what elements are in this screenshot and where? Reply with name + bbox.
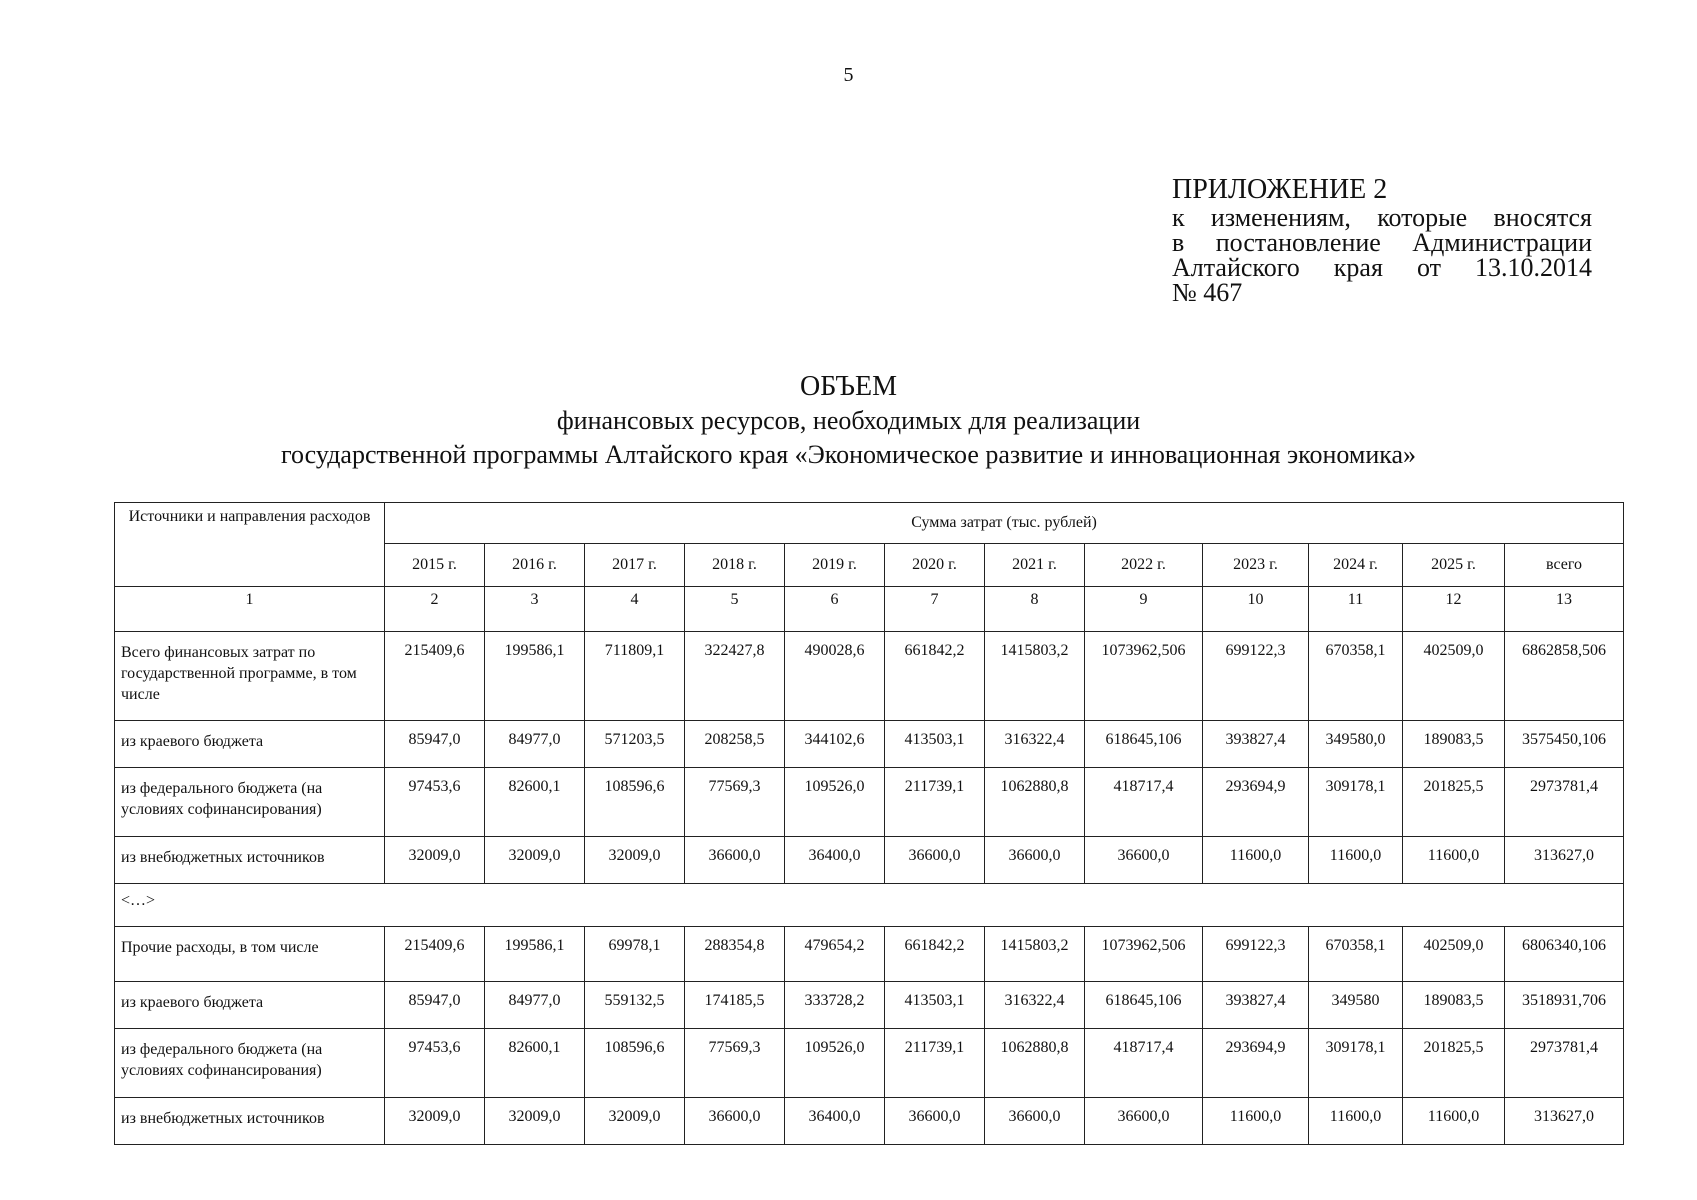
table-row bbox=[115, 837, 1624, 884]
value-cell: 97453,6 bbox=[385, 768, 485, 837]
annex-block bbox=[1172, 175, 1592, 305]
value-cell: 322427,8 bbox=[685, 632, 785, 721]
value-cell: 36600,0 bbox=[985, 1098, 1085, 1145]
value-cell: 109526,0 bbox=[785, 1029, 885, 1098]
value-cell: 418717,4 bbox=[1085, 768, 1203, 837]
value-cell: 6806340,106 bbox=[1505, 927, 1624, 982]
header-source: Источники и направления расходов bbox=[115, 503, 385, 587]
value-cell: 309178,1 bbox=[1309, 768, 1403, 837]
value-cell: 85947,0 bbox=[385, 982, 485, 1029]
header-year: 2025 г. bbox=[1403, 544, 1505, 587]
value-cell: 85947,0 bbox=[385, 721, 485, 768]
value-cell: 36600,0 bbox=[685, 837, 785, 884]
value-cell: 189083,5 bbox=[1403, 982, 1505, 1029]
value-cell: 393827,4 bbox=[1203, 721, 1309, 768]
value-cell: 2973781,4 bbox=[1505, 768, 1624, 837]
value-cell: 32009,0 bbox=[585, 837, 685, 884]
value-cell: 293694,9 bbox=[1203, 768, 1309, 837]
value-cell: 309178,1 bbox=[1309, 1029, 1403, 1098]
table-row bbox=[115, 927, 1624, 982]
value-cell: 36600,0 bbox=[885, 1098, 985, 1145]
value-cell: 333728,2 bbox=[785, 982, 885, 1029]
title-main: ОБЪЕМ bbox=[799, 371, 897, 402]
header-year: 2018 г. bbox=[685, 544, 785, 587]
value-cell: 36400,0 bbox=[785, 837, 885, 884]
value-cell: 174185,5 bbox=[685, 982, 785, 1029]
value-cell: 77569,3 bbox=[685, 768, 785, 837]
value-cell: 84977,0 bbox=[485, 982, 585, 1029]
value-cell: 699122,3 bbox=[1203, 632, 1309, 721]
value-cell: 402509,0 bbox=[1403, 927, 1505, 982]
title-line-3: государственной программы Алтайского края «Экономическое развитие и инновационная экономика» bbox=[280, 440, 1417, 469]
table-row bbox=[115, 1029, 1624, 1098]
column-index-cell: 13 bbox=[1505, 587, 1624, 632]
value-cell: 711809,1 bbox=[585, 632, 685, 721]
value-cell: 618645,106 bbox=[1085, 982, 1203, 1029]
value-cell: 6862858,506 bbox=[1505, 632, 1624, 721]
value-cell: 2973781,4 bbox=[1505, 1029, 1624, 1098]
value-cell: 108596,6 bbox=[585, 1029, 685, 1098]
value-cell: 82600,1 bbox=[485, 1029, 585, 1098]
value-cell: 11600,0 bbox=[1203, 837, 1309, 884]
value-cell: 69978,1 bbox=[585, 927, 685, 982]
header-year: 2020 г. bbox=[885, 544, 985, 587]
value-cell: 313627,0 bbox=[1505, 837, 1624, 884]
value-cell: 1415803,2 bbox=[985, 632, 1085, 721]
value-cell: 418717,4 bbox=[1085, 1029, 1203, 1098]
value-cell: 32009,0 bbox=[385, 837, 485, 884]
table-row bbox=[115, 768, 1624, 837]
value-cell: 313627,0 bbox=[1505, 1098, 1624, 1145]
value-cell: 211739,1 bbox=[885, 768, 985, 837]
row-label: из внебюджетных источников bbox=[115, 837, 385, 884]
value-cell: 699122,3 bbox=[1203, 927, 1309, 982]
row-label: из внебюджетных источников bbox=[115, 1098, 385, 1145]
value-cell: 413503,1 bbox=[885, 721, 985, 768]
column-index-cell: 9 bbox=[1085, 587, 1203, 632]
column-index-cell: 3 bbox=[485, 587, 585, 632]
value-cell: 393827,4 bbox=[1203, 982, 1309, 1029]
row-label: из краевого бюджета bbox=[115, 721, 385, 768]
row-label: из федерального бюджета (на условиях софинансирования) bbox=[115, 768, 385, 837]
annex-line-1: к изменениям, которые вносятся bbox=[1172, 203, 1592, 232]
value-cell: 1062880,8 bbox=[985, 1029, 1085, 1098]
value-cell: 11600,0 bbox=[1309, 1098, 1403, 1145]
value-cell: 189083,5 bbox=[1403, 721, 1505, 768]
header-year: 2022 г. bbox=[1085, 544, 1203, 587]
value-cell: 201825,5 bbox=[1403, 768, 1505, 837]
value-cell: 571203,5 bbox=[585, 721, 685, 768]
value-cell: 349580,0 bbox=[1309, 721, 1403, 768]
annex-title: ПРИЛОЖЕНИЕ 2 bbox=[1172, 174, 1388, 205]
value-cell: 1062880,8 bbox=[985, 768, 1085, 837]
value-cell: 11600,0 bbox=[1309, 837, 1403, 884]
ellipsis-cell: <…> bbox=[115, 884, 1624, 927]
value-cell: 316322,4 bbox=[985, 721, 1085, 768]
annex-line-2: в постановление Администрации bbox=[1172, 228, 1592, 257]
value-cell: 618645,106 bbox=[1085, 721, 1203, 768]
value-cell: 11600,0 bbox=[1403, 837, 1505, 884]
page-number: 5 bbox=[843, 64, 854, 86]
table-row bbox=[115, 632, 1624, 721]
value-cell: 211739,1 bbox=[885, 1029, 985, 1098]
value-cell: 36600,0 bbox=[1085, 837, 1203, 884]
value-cell: 84977,0 bbox=[485, 721, 585, 768]
value-cell: 77569,3 bbox=[685, 1029, 785, 1098]
value-cell: 661842,2 bbox=[885, 632, 985, 721]
value-cell: 32009,0 bbox=[485, 1098, 585, 1145]
header-year: 2023 г. bbox=[1203, 544, 1309, 587]
document-title bbox=[0, 370, 1697, 472]
value-cell: 559132,5 bbox=[585, 982, 685, 1029]
value-cell: 32009,0 bbox=[585, 1098, 685, 1145]
title-line-2: финансовых ресурсов, необходимых для реализации bbox=[556, 406, 1141, 435]
value-cell: 208258,5 bbox=[685, 721, 785, 768]
column-index-cell: 4 bbox=[585, 587, 685, 632]
header-year: 2015 г. bbox=[385, 544, 485, 587]
value-cell: 402509,0 bbox=[1403, 632, 1505, 721]
value-cell: 215409,6 bbox=[385, 927, 485, 982]
value-cell: 1415803,2 bbox=[985, 927, 1085, 982]
value-cell: 293694,9 bbox=[1203, 1029, 1309, 1098]
financial-table bbox=[114, 502, 1624, 1145]
header-sum: Сумма затрат (тыс. рублей) bbox=[385, 503, 1624, 544]
value-cell: 82600,1 bbox=[485, 768, 585, 837]
column-index-cell: 6 bbox=[785, 587, 885, 632]
row-label: Прочие расходы, в том числе bbox=[115, 927, 385, 982]
value-cell: 36600,0 bbox=[985, 837, 1085, 884]
value-cell: 201825,5 bbox=[1403, 1029, 1505, 1098]
annex-line-3: Алтайского края от 13.10.2014 bbox=[1172, 253, 1592, 282]
value-cell: 199586,1 bbox=[485, 927, 585, 982]
value-cell: 316322,4 bbox=[985, 982, 1085, 1029]
header-year: 2024 г. bbox=[1309, 544, 1403, 587]
value-cell: 11600,0 bbox=[1203, 1098, 1309, 1145]
value-cell: 344102,6 bbox=[785, 721, 885, 768]
value-cell: 479654,2 bbox=[785, 927, 885, 982]
value-cell: 490028,6 bbox=[785, 632, 885, 721]
header-year: 2017 г. bbox=[585, 544, 685, 587]
value-cell: 215409,6 bbox=[385, 632, 485, 721]
value-cell: 199586,1 bbox=[485, 632, 585, 721]
column-index-row bbox=[115, 587, 1624, 632]
value-cell: 97453,6 bbox=[385, 1029, 485, 1098]
column-index-cell: 12 bbox=[1403, 587, 1505, 632]
value-cell: 36400,0 bbox=[785, 1098, 885, 1145]
row-label: Всего финансовых затрат по государственной программе, в том числе bbox=[115, 632, 385, 721]
column-index-cell: 2 bbox=[385, 587, 485, 632]
column-index-cell: 8 bbox=[985, 587, 1085, 632]
header-year: 2016 г. bbox=[485, 544, 585, 587]
value-cell: 108596,6 bbox=[585, 768, 685, 837]
value-cell: 670358,1 bbox=[1309, 927, 1403, 982]
ellipsis-row bbox=[115, 884, 1624, 927]
value-cell: 288354,8 bbox=[685, 927, 785, 982]
value-cell: 11600,0 bbox=[1403, 1098, 1505, 1145]
header-year: 2019 г. bbox=[785, 544, 885, 587]
value-cell: 661842,2 bbox=[885, 927, 985, 982]
table-row bbox=[115, 982, 1624, 1029]
value-cell: 109526,0 bbox=[785, 768, 885, 837]
value-cell: 413503,1 bbox=[885, 982, 985, 1029]
value-cell: 32009,0 bbox=[385, 1098, 485, 1145]
value-cell: 36600,0 bbox=[885, 837, 985, 884]
value-cell: 3518931,706 bbox=[1505, 982, 1624, 1029]
header-year: всего bbox=[1505, 544, 1624, 587]
column-index-cell: 1 bbox=[115, 587, 385, 632]
header-year: 2021 г. bbox=[985, 544, 1085, 587]
value-cell: 36600,0 bbox=[1085, 1098, 1203, 1145]
value-cell: 3575450,106 bbox=[1505, 721, 1624, 768]
column-index-cell: 11 bbox=[1309, 587, 1403, 632]
value-cell: 349580 bbox=[1309, 982, 1403, 1029]
table-row bbox=[115, 1098, 1624, 1145]
column-index-cell: 7 bbox=[885, 587, 985, 632]
row-label: из краевого бюджета bbox=[115, 982, 385, 1029]
value-cell: 1073962,506 bbox=[1085, 927, 1203, 982]
value-cell: 36600,0 bbox=[685, 1098, 785, 1145]
annex-line-4: № 467 bbox=[1172, 278, 1243, 307]
value-cell: 670358,1 bbox=[1309, 632, 1403, 721]
value-cell: 32009,0 bbox=[485, 837, 585, 884]
column-index-cell: 10 bbox=[1203, 587, 1309, 632]
column-index-cell: 5 bbox=[685, 587, 785, 632]
row-label: из федерального бюджета (на условиях софинансирования) bbox=[115, 1029, 385, 1098]
value-cell: 1073962,506 bbox=[1085, 632, 1203, 721]
table-row bbox=[115, 721, 1624, 768]
